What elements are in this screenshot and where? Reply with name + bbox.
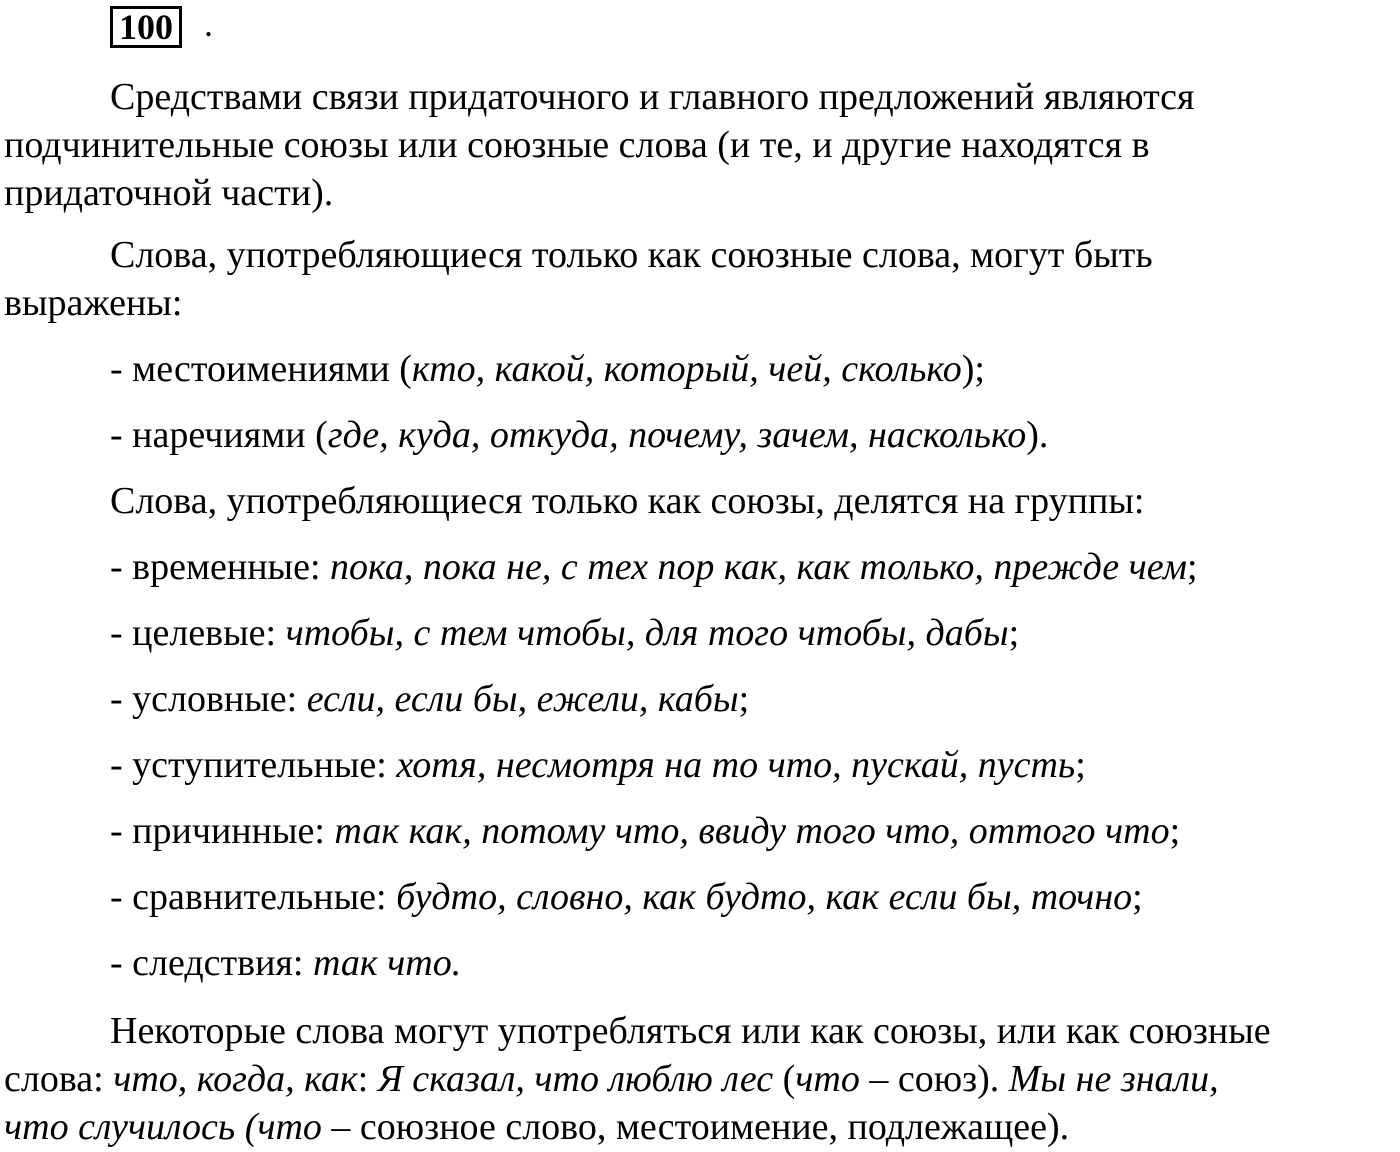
list-item-examples: так что. <box>312 942 462 984</box>
list-item-tail: ; <box>1008 612 1020 654</box>
text-run: ( <box>773 1058 796 1100</box>
exercise-number: 100 <box>110 6 182 48</box>
list-item-tail: ); <box>961 348 985 390</box>
list-item-tail: ; <box>1075 744 1086 786</box>
list-item-causal <box>110 808 1180 854</box>
list-item-lead: - условные: <box>110 678 307 720</box>
list-item-comparative <box>110 874 1143 920</box>
list-item-tail: ). <box>1026 414 1049 456</box>
list-item-lead: - временные: <box>110 546 331 588</box>
text-run: – союзное слово, местоимение, подлежащее). <box>321 1106 1070 1148</box>
paragraph-4-line-2 <box>4 1056 1219 1102</box>
paragraph-1-line-3: придаточной части). <box>4 172 334 214</box>
list-item-lead: - сравнительные: <box>110 876 397 918</box>
list-item-lead: - уступительные: <box>110 744 397 786</box>
list-item-examples: чтобы, с тем чтобы, для того чтобы, дабы <box>285 612 1009 654</box>
exercise-number-dot: . <box>204 4 213 44</box>
list-item-adverbs <box>110 412 1048 458</box>
text-run-italic: что случилось (что <box>4 1106 322 1148</box>
list-item-concessive <box>110 742 1086 788</box>
list-item-examples: пока, пока не, с тех пор как, как только, прежде чем <box>330 546 1187 588</box>
list-item-lead: - причинные: <box>110 810 335 852</box>
list-item-purpose <box>110 610 1019 656</box>
list-item-examples: кто, какой, который, чей, сколько <box>411 348 962 390</box>
list-item-tail: ; <box>1169 810 1181 852</box>
text-run: : <box>357 1058 378 1100</box>
list-item-examples: где, куда, откуда, почему, зачем, насколько <box>327 414 1027 456</box>
paragraph-2-line-2: выражены: <box>4 282 183 324</box>
paragraph-4-line-3 <box>4 1104 1069 1150</box>
list-item-consequence <box>110 940 461 986</box>
list-item-examples: если, если бы, ежели, кабы <box>306 678 739 720</box>
list-item-examples: так как, потому что, ввиду того что, оттого что <box>334 810 1170 852</box>
list-item-pronouns <box>110 346 985 392</box>
list-item-temporal <box>110 544 1198 590</box>
list-item-tail: ; <box>1132 876 1143 918</box>
paragraph-1-line-2: подчинительные союзы или союзные слова (и те, и другие находятся в <box>4 124 1150 166</box>
list-item-tail: ; <box>738 678 750 720</box>
list-item-lead: - местоимениями ( <box>110 348 412 390</box>
paragraph-4-line-1: Некоторые слова могут употребляться или как союзы, или как союзные <box>110 1010 1271 1052</box>
paragraph-2-line-1: Слова, употребляющиеся только как союзные слова, могут быть <box>110 234 1153 276</box>
text-run: слова: <box>4 1058 114 1100</box>
list-item-examples: хотя, несмотря на то что, пускай, пусть <box>396 744 1076 786</box>
paragraph-3: Слова, употребляющиеся только как союзы, делятся на группы: <box>110 480 1145 522</box>
text-run-italic: что, когда, как <box>113 1058 358 1100</box>
text-run: – союз). <box>859 1058 1009 1100</box>
list-item-examples: будто, словно, как будто, как если бы, точно <box>396 876 1133 918</box>
paragraph-1-line-1: Средствами связи придаточного и главного предложений являются <box>110 76 1195 118</box>
text-run-italic: что <box>795 1058 860 1100</box>
text-run-italic: Мы не знали, <box>1008 1058 1219 1100</box>
list-item-tail: ; <box>1186 546 1198 588</box>
list-item-lead: - наречиями ( <box>110 414 328 456</box>
list-item-lead: - следствия: <box>110 942 313 984</box>
list-item-lead: - целевые: <box>110 612 286 654</box>
text-run-italic: Я сказал, что люблю лес <box>377 1058 774 1100</box>
list-item-conditional <box>110 676 749 722</box>
